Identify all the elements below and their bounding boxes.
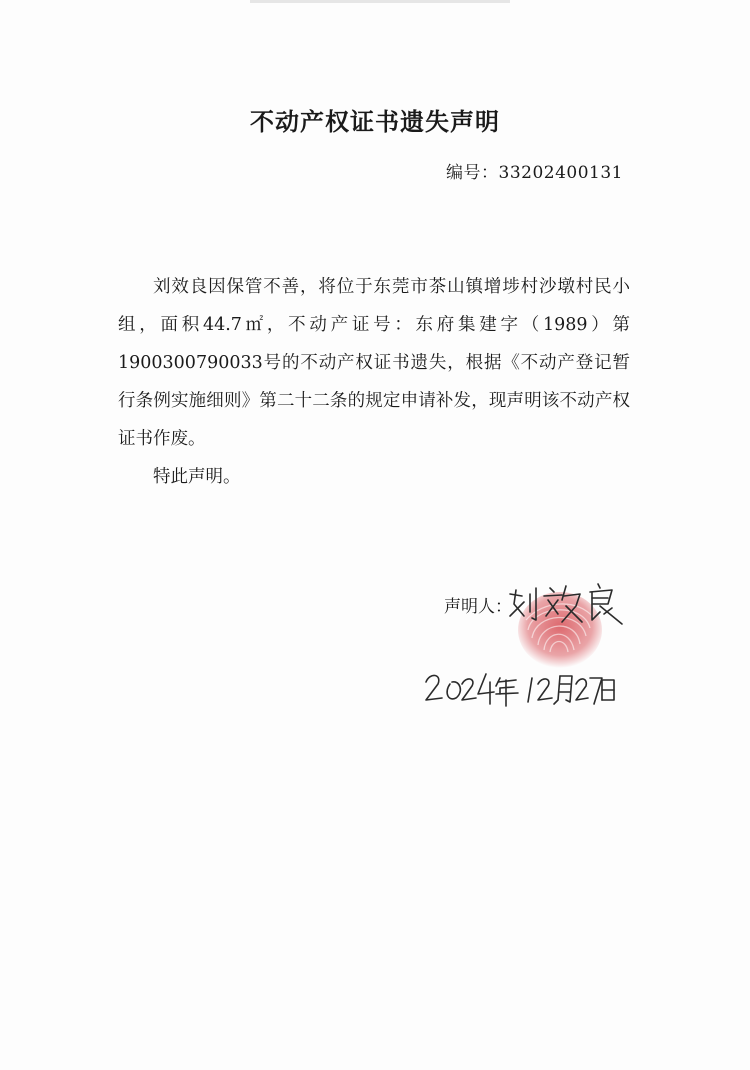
handwritten-date	[420, 664, 620, 712]
closing-paragraph: 特此声明。	[153, 467, 241, 487]
document-number: 编号：33202400131	[446, 163, 623, 183]
document-title: 不动产权证书遗失声明	[250, 108, 500, 136]
scan-artifact	[250, 0, 510, 8]
declarant-label: 声明人：	[444, 597, 512, 617]
handwritten-signature	[500, 580, 630, 630]
document-body	[118, 268, 630, 496]
statement-paragraph: 刘效良因保管不善，将位于东莞市茶山镇增埗村沙墩村民小组，面积44.7㎡，不动产证号：东府集建字（1989）第1900300790033号的不动产权证书遗失，根据《不动产登记暂行条例实施细则》第二十二条的规定申请补发，现声明该不动产权证书作废。	[118, 277, 630, 449]
